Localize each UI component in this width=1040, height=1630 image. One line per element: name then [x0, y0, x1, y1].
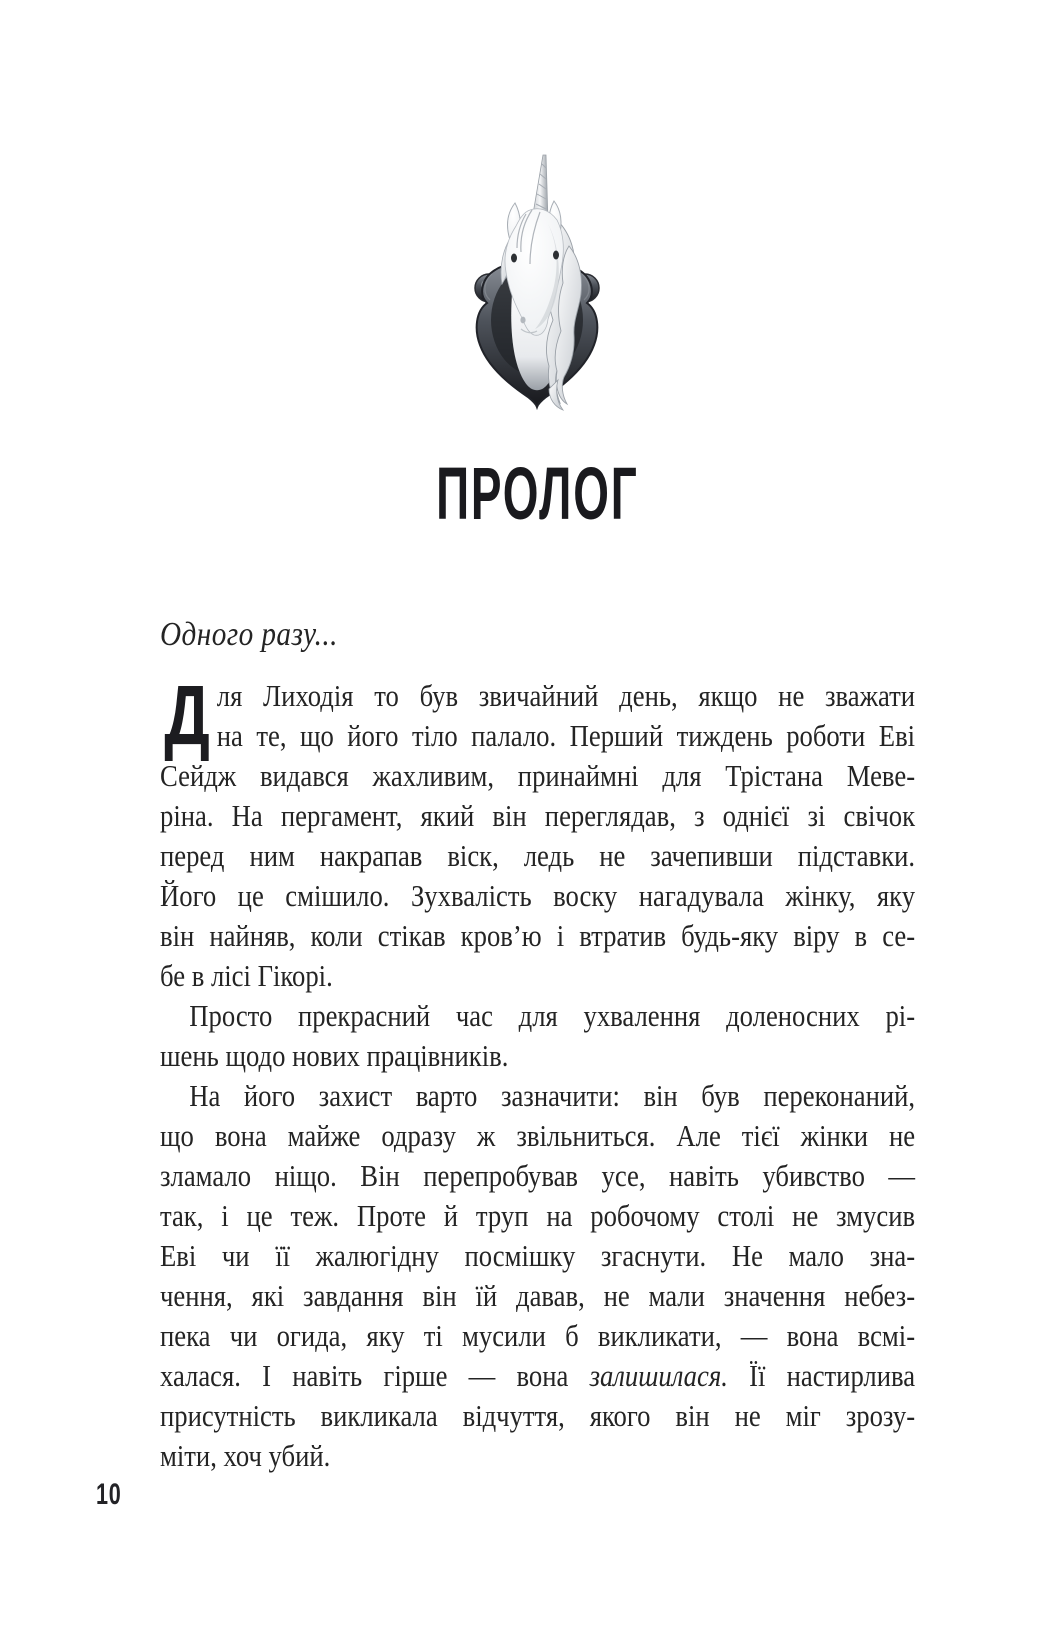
unicorn-plaque-illustration: [462, 152, 612, 412]
text-line: На його захист варто зазначити: він був переконаний,: [189, 1078, 916, 1113]
text-line: Просто прекрасний час для ухвалення доленосних рі-: [189, 998, 916, 1033]
text-line: пека чи огида, яку ті мусили б викликати, — вона всмі-: [160, 1318, 916, 1353]
text-line: що вона майже одразу ж звільниться. Але тієї жінки не: [160, 1118, 916, 1153]
paragraph-1: [160, 668, 916, 996]
text-line: халася. І навіть гірше — вона залишилася. Її настирлива: [160, 1358, 916, 1393]
text-column: [160, 613, 915, 1476]
text-line: він найняв, коли стікав кров’ю і втратив будь-яку віру в се-: [160, 918, 916, 953]
text-line: ля Лиходія то був звичайний день, якщо не зважати: [216, 678, 916, 713]
text-line: Його це смішило. Зухвалість воску нагадувала жінку, яку: [160, 878, 916, 913]
drop-cap: Д: [164, 668, 210, 762]
text-line: зламало ніщо. Він перепробував усе, навіть убивство —: [160, 1158, 916, 1193]
text-line: перед ним накрапав віск, ледь не зачепивши підставки.: [160, 838, 916, 873]
chapter-title-text: ПРОЛОГ: [436, 452, 639, 535]
chapter-title: [0, 452, 1040, 535]
paragraph-2: [160, 996, 915, 1076]
text-line: Еві чи її жалюгідну посмішку згаснути. Не мало зна-: [160, 1238, 916, 1273]
text-line: на те, що його тіло палало. Перший тиждень роботи Еві: [216, 718, 916, 753]
text-line: міти, хоч убий.: [160, 1438, 331, 1473]
text-line: так, і це теж. Проте й труп на робочому столі не змусив: [160, 1198, 916, 1233]
unicorn-icon: [462, 152, 612, 412]
page-number: 10: [96, 1478, 122, 1511]
text-line: бе в лісі Гікорі.: [160, 958, 333, 993]
text-line: Сейдж видався жахливим, принаймні для Трістана Меве-: [160, 758, 916, 793]
text-line: шень щодо нових працівників.: [160, 1038, 509, 1073]
epigraph: Одного разу...: [160, 616, 338, 653]
text-line: присутність викликала відчуття, якого він не міг зрозу-: [160, 1398, 916, 1433]
text-line: ріна. На пергамент, який він переглядав, з однієї зі свічок: [160, 798, 916, 833]
paragraph-3: [160, 1076, 915, 1476]
text-line: чення, які завдання він їй давав, не мали значення небез-: [160, 1278, 916, 1313]
